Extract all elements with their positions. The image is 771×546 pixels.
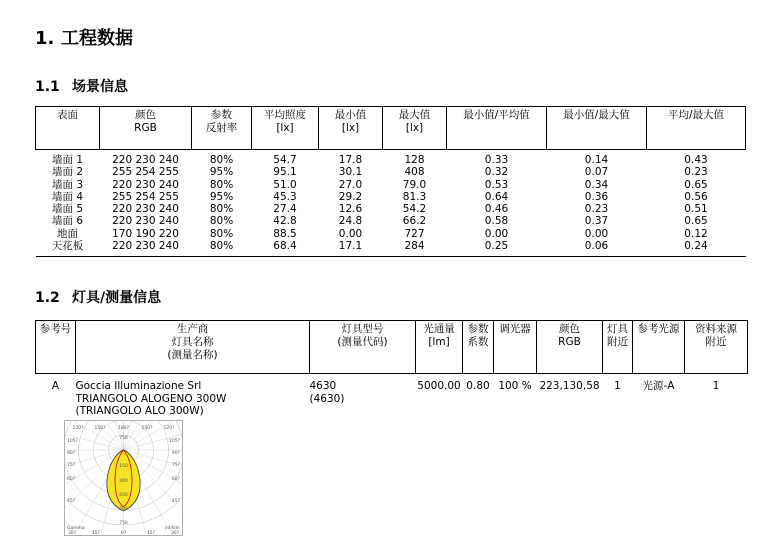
table-cell: 80%: [209, 203, 234, 216]
table-cell: 80%: [209, 215, 234, 228]
angle-label: 60?: [67, 477, 76, 482]
header-text: 生产商: [176, 323, 209, 335]
table-cell: 天花板: [36, 240, 100, 257]
table-cell: A: [51, 380, 60, 392]
table-cell: 0.14: [584, 154, 609, 166]
table-cell: 0.23: [584, 203, 609, 216]
table-cell: 1: [614, 380, 621, 392]
surfaces-header-cell: [192, 107, 252, 150]
table-cell: 220 230 240: [100, 240, 192, 257]
table-cell: 68.4: [252, 240, 319, 257]
section-title: 工程数据: [61, 28, 133, 49]
table-cell: 0.00: [484, 227, 509, 240]
luminaires-header-cell: [537, 321, 603, 374]
table-cell: 0.23: [684, 166, 708, 179]
table-row: [36, 203, 746, 215]
header-text: (测量代码): [337, 336, 388, 348]
corner-label: Gamma: [67, 526, 85, 531]
section-number: 1.: [35, 28, 55, 49]
table-row: [36, 215, 746, 227]
surfaces-header-cell: [647, 107, 746, 150]
luminaire-model-line: (4630): [309, 392, 345, 405]
table-cell: 95.1: [273, 166, 297, 179]
table-cell: 220 230 240: [112, 203, 179, 216]
header-text: 平均/最大值: [667, 109, 725, 121]
luminaires-header-cell: [463, 321, 494, 374]
table-cell: 0.56: [684, 190, 708, 203]
angle-label: 0?: [120, 531, 127, 536]
table-cell: 0.36: [584, 190, 609, 203]
section-title: 场景信息: [72, 79, 128, 95]
surfaces-header-cell: [252, 107, 319, 150]
table-row: [36, 191, 746, 203]
table-cell: 0.34: [584, 178, 609, 191]
angle-label: 120?: [163, 426, 175, 431]
surfaces-header-cell: [36, 107, 100, 150]
section-title: 灯具/测量信息: [72, 290, 162, 306]
table-cell: 128: [404, 154, 425, 166]
table-cell: 0.64: [484, 190, 509, 203]
table-cell: 地面: [57, 227, 78, 240]
table-cell: 51.0: [273, 178, 297, 191]
table-cell: 0.32: [484, 166, 509, 179]
angle-label: 90?: [67, 451, 76, 456]
header-text: 调光器: [499, 323, 531, 335]
table-cell: 0.53: [484, 178, 509, 191]
table-cell: 0.12: [684, 227, 708, 240]
table-cell: 45.3: [273, 190, 297, 203]
luminaires-table: [35, 320, 748, 418]
luminaires-header-cell: [76, 321, 310, 374]
table-cell: 24.8: [338, 215, 363, 228]
angle-label: 150?: [94, 426, 106, 431]
header-text: 反射率: [205, 122, 238, 134]
table-row: [36, 240, 746, 257]
table-cell: 54.2: [402, 203, 427, 216]
table-cell: 0.24: [647, 240, 746, 257]
header-text: 附近: [607, 336, 628, 348]
angle-label: 45?: [67, 499, 76, 504]
angle-label: 60?: [171, 477, 180, 482]
table-cell: 0.43: [684, 154, 708, 166]
angle-label: 75?: [171, 463, 180, 468]
luminaire-name-line: (TRIANGOLO ALO 300W): [75, 405, 204, 417]
section-heading-1-2: [35, 287, 161, 307]
table-cell: 光源-A: [642, 380, 675, 392]
header-text: 资料来源: [695, 323, 737, 335]
header-text: 颜色: [135, 109, 156, 121]
header-text: [lx]: [341, 122, 360, 134]
header-text: 参数: [467, 323, 489, 335]
header-text: 平均照度: [264, 109, 306, 121]
header-text: 光通量: [423, 323, 455, 335]
angle-label: 90?: [171, 451, 180, 456]
table-cell: 80%: [209, 154, 234, 166]
surfaces-header-cell: [447, 107, 547, 150]
luminaires-header-cell: [633, 321, 685, 374]
table-cell: 17.1: [319, 240, 383, 257]
table-cell: [310, 374, 416, 418]
table-cell: 0.65: [684, 215, 708, 228]
table-cell: 223,130,58: [539, 380, 600, 392]
header-text: [lm]: [428, 336, 450, 348]
radial-label: 750: [119, 521, 128, 526]
radial-label: 450: [119, 493, 128, 498]
table-cell: 284: [383, 240, 447, 257]
corner-label: cd/klm: [164, 526, 180, 531]
surfaces-table: [35, 106, 746, 257]
header-text: 灯具型号: [341, 323, 384, 335]
angle-label: 30?: [170, 531, 180, 536]
surfaces-header-cell: [383, 107, 447, 150]
luminaires-header-cell: [603, 321, 633, 374]
angle-label: 150?: [141, 426, 153, 431]
radial-label: 750: [119, 436, 128, 441]
table-cell: 100 %: [498, 380, 532, 392]
table-cell: 0.37: [584, 215, 609, 228]
table-cell: 42.8: [273, 215, 297, 228]
header-text: 最小值/平均值: [463, 109, 530, 121]
table-row: [36, 179, 746, 191]
section-heading-1: [35, 24, 133, 50]
table-row: [36, 228, 746, 240]
table-row: [36, 166, 746, 178]
header-text: [lx]: [405, 122, 424, 134]
luminaires-header-cell: [416, 321, 463, 374]
table-cell: 95%: [209, 190, 234, 203]
table-cell: 408: [404, 166, 425, 179]
section-heading-1-1: [35, 76, 128, 96]
table-cell: 81.3: [402, 190, 427, 203]
header-text: (测量名称): [167, 349, 218, 361]
surfaces-header-cell: [319, 107, 383, 150]
table-cell: 727: [404, 227, 425, 240]
table-cell: 80%: [209, 178, 234, 191]
table-cell: 墙面 3: [51, 178, 84, 191]
table-cell: 墙面 1: [51, 154, 84, 166]
table-cell: 17.8: [338, 154, 363, 166]
header-text: 参考号: [39, 323, 72, 335]
table-row: [36, 150, 746, 167]
polar-intensity-diagram: [64, 420, 183, 536]
header-text: RGB: [558, 336, 581, 348]
header-text: RGB: [134, 122, 157, 134]
header-text: 颜色: [559, 323, 580, 335]
luminaires-header-cell: [36, 321, 76, 374]
luminaire-name-line: TRIANGOLO ALOGENO 300W: [75, 392, 227, 405]
table-cell: 5000.00: [417, 380, 461, 392]
table-cell: 0.33: [484, 154, 509, 166]
header-text: 最大值: [398, 109, 431, 121]
radial-label: 150: [119, 464, 128, 469]
table-cell: 1: [712, 380, 720, 392]
table-cell: 220 230 240: [112, 178, 179, 191]
angle-label: 15?: [91, 531, 101, 536]
table-cell: 27.4: [273, 203, 297, 216]
surfaces-header-cell: [100, 107, 192, 150]
table-cell: 0.06: [547, 240, 647, 257]
table-cell: 12.6: [338, 203, 363, 216]
table-cell: 255 254 255: [112, 190, 179, 203]
table-cell: 0.00: [584, 227, 609, 240]
table-cell: 88.5: [273, 227, 297, 240]
radial-label: 600: [119, 507, 128, 512]
angle-label: 120?: [72, 426, 84, 431]
table-cell: 0.65: [684, 178, 708, 191]
luminaire-model-line: 4630: [309, 380, 337, 392]
table-cell: 0.07: [584, 166, 609, 179]
table-cell: 墙面 5: [51, 203, 84, 216]
table-cell: 0.51: [684, 203, 708, 216]
table-cell: 29.2: [338, 190, 363, 203]
table-cell: 0.46: [484, 203, 509, 216]
table-cell: 0.80: [466, 380, 490, 392]
header-text: [lx]: [276, 122, 294, 134]
table-cell: 30.1: [338, 166, 363, 179]
table-cell: 80%: [192, 240, 252, 257]
table-cell: 27.0: [338, 178, 363, 191]
luminaires-header-cell: [494, 321, 537, 374]
table-cell: 0.58: [484, 215, 509, 228]
table-cell: 0.25: [447, 240, 547, 257]
table-cell: 95%: [209, 166, 234, 179]
table-cell: 255 254 255: [112, 166, 179, 179]
luminaire-name-line: Goccia Illuminazione Srl: [75, 380, 202, 392]
table-cell: 80%: [209, 227, 234, 240]
angle-label: 180?: [118, 426, 129, 431]
table-cell: 170 190 220: [112, 227, 179, 240]
section-number: 1.2: [35, 290, 60, 306]
header-text: 最小值: [334, 109, 367, 121]
header-text: 参数: [211, 109, 232, 121]
table-cell: 66.2: [402, 215, 427, 228]
header-text: 灯具: [607, 323, 628, 335]
table-cell: 79.0: [402, 178, 427, 191]
header-text: 附近: [705, 336, 727, 348]
table-cell: 220 230 240: [112, 215, 179, 228]
luminaires-header-cell: [310, 321, 416, 374]
table-cell: 220 230 240: [112, 154, 179, 166]
table-cell: [76, 374, 310, 418]
table-cell: 墙面 4: [51, 190, 84, 203]
header-text: 参考光源: [637, 323, 680, 335]
radial-label: 300: [119, 479, 128, 484]
surfaces-header-cell: [547, 107, 647, 150]
table-cell: 墙面 6: [51, 215, 84, 228]
header-text: 灯具名称: [171, 336, 214, 348]
table-cell: 0.00: [338, 227, 363, 240]
table-row: [36, 374, 748, 418]
angle-label: 105?: [169, 439, 180, 444]
table-cell: 54.7: [273, 154, 297, 166]
header-text: 最小值/最大值: [563, 109, 630, 121]
angle-label: 105?: [67, 439, 78, 444]
header-text: 系数: [467, 336, 489, 348]
angle-label: 15?: [146, 531, 156, 536]
header-text: 表面: [57, 109, 78, 121]
luminaires-header-cell: [685, 321, 748, 374]
section-number: 1.1: [35, 79, 60, 95]
angle-label: 75?: [67, 463, 76, 468]
angle-label: 45?: [171, 499, 180, 504]
angle-label: 30?: [67, 531, 77, 536]
table-cell: 墙面 2: [51, 166, 84, 179]
